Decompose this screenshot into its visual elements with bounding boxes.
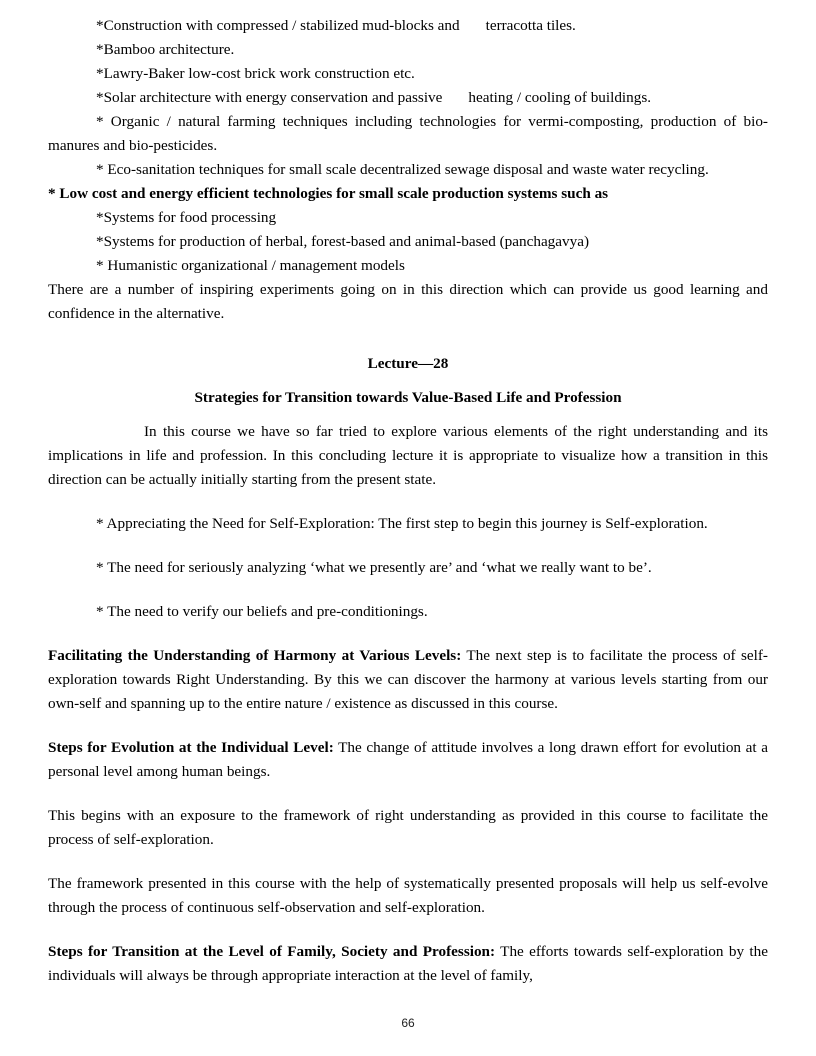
page-number: 66: [401, 1016, 415, 1030]
bullet-lawry-baker: *Lawry-Baker low-cost brick work construction etc.: [96, 65, 415, 82]
bullet-solar-text-a: *Solar architecture with energy conservation and passive: [96, 89, 443, 106]
run-in-heading-transition-family: Steps for Transition at the Level of Family, Society and Profession:: [48, 943, 496, 960]
paragraph-intro: In this course we have so far tried to explore various elements of the right understanding and its implications in life and profession. In this concluding lecture it is appropriate to visualize how a transition in this direction can be actually initially starting from the present state.: [48, 423, 768, 488]
spacer: [48, 716, 768, 736]
bullet-food-processing: *Systems for food processing: [96, 209, 277, 226]
bullet-construction-text-b: terracotta tiles.: [485, 17, 576, 34]
bullet-bamboo: *Bamboo architecture.: [96, 41, 235, 58]
paragraph-facilitating-harmony: [48, 644, 768, 716]
spacer: [48, 852, 768, 872]
paragraph-steps-transition-family-text: The efforts towards self-exploration by the individuals will always be through appropriate interaction at the level of family,: [48, 943, 768, 984]
run-in-heading-harmony: Facilitating the Understanding of Harmony at Various Levels:: [48, 647, 462, 664]
paragraph-steps-transition-family: [48, 940, 768, 988]
bullet-eco-sanitation: * Eco-sanitation techniques for small scale decentralized sewage disposal and waste water recycling.: [96, 161, 709, 178]
paragraph-inspiring-experiments: There are a number of inspiring experiments going on in this direction which can provide us good learning and confidence in the alternative.: [48, 281, 768, 322]
paragraph-framework-presented: The framework presented in this course with the help of systematically presented proposals will help us self-evolve through the process of continuous self-observation and self-exploration.: [48, 875, 768, 916]
bullet-solar-text-b: heating / cooling of buildings.: [468, 89, 652, 106]
bullet-herbal-production: *Systems for production of herbal, forest-based and animal-based (panchagavya): [96, 233, 590, 250]
paragraph-need-verify: * The need to verify our beliefs and pre-conditionings.: [96, 603, 428, 620]
spacer: [48, 580, 768, 600]
heading-low-cost-technologies: * Low cost and energy efficient technologies for small scale production systems such as: [48, 185, 609, 202]
paragraph-steps-individual-level: [48, 736, 768, 784]
run-in-heading-individual-level: Steps for Evolution at the Individual Level:: [48, 739, 334, 756]
spacer: [48, 920, 768, 940]
spacer: [48, 492, 768, 512]
spacer: [48, 326, 768, 352]
bullet-organic-farming: * Organic / natural farming techniques including technologies for vermi-composting, production of bio-manures and bio-pesticides.: [48, 113, 768, 154]
bullet-construction: [48, 14, 768, 38]
lecture-number-heading: Lecture—28: [367, 355, 449, 372]
paragraph-need-analyzing: * The need for seriously analyzing ‘what we presently are’ and ‘what we really want to be’.: [96, 559, 652, 576]
spacer: [48, 784, 768, 804]
spacer: [48, 536, 768, 556]
paragraph-facilitating-harmony-text: The next step is to facilitate the process of self-exploration towards Right Understanding. By this we can discover the harmony at various levels starting from our own-self and spanning up to the entire nature / existence as discussed in this course.: [48, 647, 768, 712]
lecture-title-heading: Strategies for Transition towards Value-Based Life and Profession: [194, 389, 622, 406]
bullet-construction-text-a: *Construction with compressed / stabilized mud-blocks and: [96, 17, 460, 34]
paragraph-appreciating-self-exploration: * Appreciating the Need for Self-Exploration: The first step to begin this journey is Self-exploration.: [96, 515, 708, 532]
paragraph-steps-individual-level-text: The change of attitude involves a long drawn effort for evolution at a personal level among human beings.: [48, 739, 768, 780]
bullet-humanistic-models: * Humanistic organizational / management models: [96, 257, 405, 274]
page-content: [48, 14, 768, 988]
spacer: [48, 376, 768, 386]
spacer: [48, 410, 768, 420]
bullet-solar: [48, 86, 768, 110]
paragraph-this-begins: This begins with an exposure to the framework of right understanding as provided in this course to facilitate the process of self-exploration.: [48, 807, 768, 848]
spacer: [48, 624, 768, 644]
